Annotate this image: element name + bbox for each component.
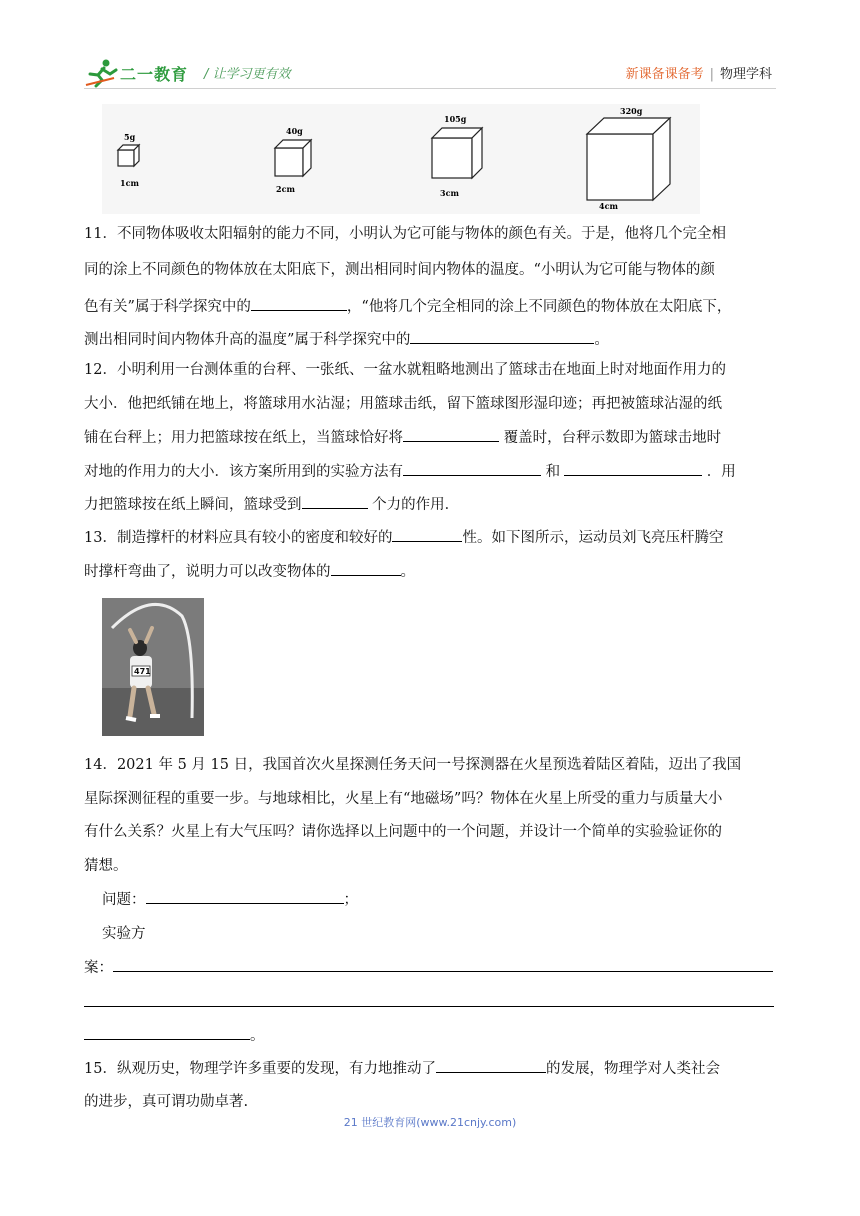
q11-line-2: 同的涂上不同颜色的物体放在太阳底下，测出相同时间内物体的温度。“小明认为它可能与物体的颜 — [84, 262, 715, 278]
logo-runner-icon — [84, 58, 120, 88]
footer-link[interactable]: 21 世纪教育网(www.21cnjy.com) — [343, 1116, 517, 1129]
q12-text-5b: 个力的作用． — [367, 497, 460, 513]
cube-4-side: 4cm — [599, 201, 618, 211]
cube-4 — [587, 118, 670, 200]
q14-plan-label-1: 实验方 — [102, 926, 146, 942]
q14-plan-line-3 — [84, 1025, 265, 1046]
cubes-drawing — [102, 104, 700, 214]
q12-text-3b: 覆盖时，台秤示数即为篮球击地时 — [499, 430, 722, 446]
q14-plan-label-2: 案： — [84, 960, 113, 976]
q14-plan-blank-3[interactable] — [84, 1025, 250, 1040]
bib-number: 471 — [134, 667, 151, 676]
q13-text-2a: 时撑杆弯曲了，说明力可以改变物体的 — [84, 564, 331, 580]
cube-2-side: 2cm — [276, 184, 295, 194]
q14-line-1: 14．2021 年 5 月 15 日，我国首次火星探测任务天问一号探测器在火星预选着陆区着陆，迈出了我国 — [84, 757, 742, 773]
q13-text-1a: 13．制造撑杆的材料应具有较小的密度和较好的 — [84, 530, 393, 546]
slogan: / 让学习更有效 — [204, 67, 291, 82]
q14-question-end: ； — [343, 892, 358, 908]
pole-vaulter-image — [102, 598, 204, 736]
q15-text-1b: 的发展，物理学对人类社会 — [545, 1061, 720, 1077]
cube-3-mass: 105g — [444, 114, 467, 124]
q14-line-3: 有什么关系？火星上有大气压吗？请你选择以上问题中的一个问题，并设计一个简单的实验验证你的 — [84, 824, 722, 840]
pole-vault-photo — [102, 598, 204, 736]
q14-plan-blank-2[interactable] — [84, 1006, 774, 1007]
q13-blank-2[interactable] — [331, 561, 401, 576]
header-right — [626, 63, 772, 82]
q13-line-2 — [84, 561, 415, 582]
q12-line-3 — [84, 427, 721, 448]
q12-blank-4[interactable] — [302, 494, 368, 509]
q12-line-5 — [84, 494, 459, 515]
q15-line-1 — [84, 1058, 720, 1079]
q12-text-4b: 和 — [541, 464, 561, 480]
q11-line-3 — [84, 296, 731, 317]
q11-blank-1[interactable] — [251, 296, 347, 311]
cube-1-mass: 5g — [124, 132, 136, 142]
header-subject: 物理学科 — [719, 67, 772, 82]
cube-2-mass: 40g — [286, 126, 303, 136]
header-course-label: 新课备课备考 — [625, 67, 704, 82]
q11-line-4 — [84, 329, 609, 350]
q12-blank-1[interactable] — [403, 427, 499, 442]
header-divider — [84, 88, 776, 89]
cube-1 — [118, 145, 139, 166]
q12-text-4c: ．用 — [702, 464, 736, 480]
q13-line-1 — [84, 527, 723, 548]
q15-text-1a: 15．纵观历史，物理学许多重要的发现，有力地推动了 — [84, 1061, 436, 1077]
cube-3 — [432, 128, 482, 178]
cube-1-side: 1cm — [120, 178, 139, 188]
q14-question-blank[interactable] — [146, 889, 344, 904]
cubes-figure — [102, 104, 700, 214]
q12-text-3a: 铺在台秤上；用力把篮球按在纸上，当篮球恰好将 — [84, 430, 403, 446]
cube-2 — [275, 140, 311, 176]
cube-4-mass: 320g — [620, 106, 643, 116]
q12-text-5a: 力把篮球按在纸上瞬间，篮球受到 — [84, 497, 302, 513]
q12-line-2: 大小．他把纸铺在地上，将篮球用水沾湿；用篮球击纸，留下篮球图形湿印迹；再把被篮球沾湿的纸 — [84, 396, 722, 412]
q12-blank-2[interactable] — [403, 461, 541, 476]
q15-line-2: 的进步，真可谓功勋卓著. — [84, 1094, 249, 1110]
q14-plan-line-1 — [84, 957, 773, 978]
q13-blank-1[interactable] — [392, 527, 462, 542]
q11-line-1: 11．不同物体吸收太阳辐射的能力不同，小明认为它可能与物体的颜色有关。于是，他将几个完全相 — [84, 226, 726, 242]
q12-text-4a: 对地的作用力的大小．该方案所用到的实验方法有 — [84, 464, 403, 480]
q11-text-4a: 测出相同时间内物体升高的温度”属于科学探究中的 — [84, 332, 411, 348]
q14-line-4: 猜想。 — [84, 858, 128, 874]
header-separator: | — [709, 67, 714, 82]
q14-plan-blank-1[interactable] — [113, 957, 773, 972]
logo-text: 二一教育 — [120, 65, 189, 84]
q14-question-line — [102, 889, 358, 910]
q12-blank-3[interactable] — [564, 461, 702, 476]
cube-3-side: 3cm — [440, 188, 459, 198]
q15-blank-1[interactable] — [436, 1058, 546, 1073]
q12-line-1: 12．小明利用一台测体重的台秤、一张纸、一盆水就粗略地测出了篮球击在地面上时对地面作用力的 — [84, 362, 726, 378]
q13-text-1b: 性。如下图所示，运动员刘飞亮压杆腾空 — [462, 530, 724, 546]
q14-line-2: 星际探测征程的重要一步。与地球相比，火星上有“地磁场”吗？物体在火星上所受的重力与质量大小 — [84, 791, 723, 807]
q14-plan-end: 。 — [250, 1028, 265, 1044]
q13-text-2b: 。 — [400, 564, 415, 580]
q11-text-3a: 色有关”属于科学探究中的 — [84, 299, 251, 315]
q11-text-3b: ，“他将几个完全相同的涂上不同颜色的物体放在太阳底下， — [346, 299, 732, 315]
q11-text-4b: 。 — [594, 332, 609, 348]
q14-question-label: 问题： — [102, 892, 146, 908]
q12-line-4 — [84, 461, 736, 482]
q11-blank-2[interactable] — [410, 329, 594, 344]
